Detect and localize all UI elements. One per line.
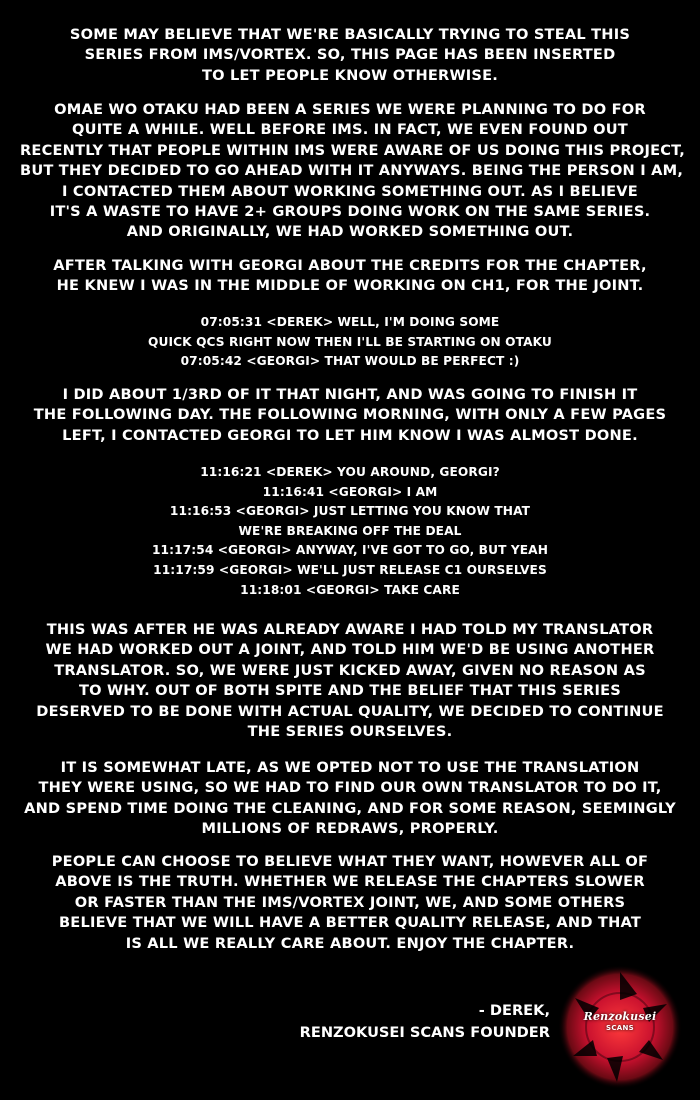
text-line: BUT THEY DECIDED TO GO AHEAD WITH IT ANYWAYS. BEING THE PERSON I AM,	[20, 162, 684, 180]
text-line: QUITE A WHILE. WELL BEFORE IMS. IN FACT, WE EVEN FOUND OUT	[72, 121, 628, 139]
paragraph-intro	[20, 25, 680, 86]
text-line: I DID ABOUT 1/3RD OF IT THAT NIGHT, AND WAS GOING TO FINISH IT	[62, 386, 638, 403]
paragraph-delay	[20, 758, 680, 840]
paragraph-progress	[20, 385, 680, 446]
text-line: SERIES FROM IMS/VORTEX. SO, THIS PAGE HAS BEEN INSERTED	[84, 46, 616, 64]
paragraph-background	[20, 100, 685, 243]
text-line: HE KNEW I WAS IN THE MIDDLE OF WORKING ON CH1, FOR THE JOINT.	[56, 277, 644, 295]
text-line: AND ORIGINALLY, WE HAD WORKED SOMETHING OUT.	[126, 223, 574, 241]
text-line: WE HAD WORKED OUT A JOINT, AND TOLD HIM WE'D BE USING ANOTHER	[45, 641, 655, 659]
text-line: PEOPLE CAN CHOOSE TO BELIEVE WHAT THEY WANT, HOWEVER ALL OF	[51, 853, 649, 870]
chat-line: QUICK QCS RIGHT NOW THEN I'LL BE STARTING ON OTAKU	[148, 334, 552, 349]
chat-log-first	[20, 313, 680, 372]
signature-title: RENZOKUSEI SCANS FOUNDER	[299, 1024, 550, 1041]
text-line: THE SERIES OURSELVES.	[247, 723, 453, 741]
renzokusei-logo	[557, 964, 683, 1090]
chat-line: 11:17:59 <GEORGI> WE'LL JUST RELEASE C1 OURSELVES	[153, 562, 547, 577]
chat-line: 11:16:41 <GEORGI> I AM	[262, 484, 438, 499]
chat-line: 07:05:42 <GEORGI> THAT WOULD BE PERFECT :)	[180, 354, 520, 369]
text-line: TRANSLATOR. SO, WE WERE JUST KICKED AWAY, GIVEN NO REASON AS	[54, 661, 646, 679]
paragraph-credits	[20, 256, 680, 297]
chat-line: WE'RE BREAKING OFF THE DEAL	[238, 523, 462, 538]
text-line: BELIEVE THAT WE WILL HAVE A BETTER QUALITY RELEASE, AND THAT	[58, 914, 641, 932]
text-line: AND SPEND TIME DOING THE CLEANING, AND FOR SOME REASON, SEEMINGLY	[24, 799, 676, 817]
text-line: THE FOLLOWING DAY. THE FOLLOWING MORNING, WITH ONLY A FEW PAGES	[33, 406, 667, 424]
text-line: TO WHY. OUT OF BOTH SPITE AND THE BELIEF THAT THIS SERIES	[78, 682, 622, 700]
text-line: OMAE WO OTAKU HAD BEEN A SERIES WE WERE PLANNING TO DO FOR	[54, 101, 646, 118]
text-line: RECENTLY THAT PEOPLE WITHIN IMS WERE AWARE OF US DOING THIS PROJECT,	[20, 141, 685, 159]
chat-line: 11:18:01 <GEORGI> TAKE CARE	[240, 582, 460, 597]
chat-line: 07:05:31 <DEREK> WELL, I'M DOING SOME	[200, 315, 500, 329]
text-line: SOME MAY BELIEVE THAT WE'RE BASICALLY TRYING TO STEAL THIS	[69, 26, 631, 43]
text-line: DESERVED TO BE DONE WITH ACTUAL QUALITY, WE DECIDED TO CONTINUE	[36, 702, 664, 720]
text-line: THEY WERE USING, SO WE HAD TO FIND OUR OWN TRANSLATOR TO DO IT,	[38, 779, 662, 797]
chat-log-second	[20, 463, 680, 600]
text-line: IT IS SOMEWHAT LATE, AS WE OPTED NOT TO USE THE TRANSLATION	[60, 759, 640, 776]
signature	[300, 1000, 550, 1044]
paragraph-decision	[20, 620, 680, 742]
chat-line: 11:17:54 <GEORGI> ANYWAY, I'VE GOT TO GO, BUT YEAH	[151, 543, 549, 558]
text-line: I CONTACTED THEM ABOUT WORKING SOMETHING OUT. AS I BELIEVE	[62, 182, 638, 200]
text-line: IS ALL WE REALLY CARE ABOUT. ENJOY THE CHAPTER.	[125, 934, 575, 952]
text-line: AFTER TALKING WITH GEORGI ABOUT THE CREDITS FOR THE CHAPTER,	[53, 257, 647, 274]
text-line: LEFT, I CONTACTED GEORGI TO LET HIM KNOW I WAS ALMOST DONE.	[62, 426, 638, 444]
logo-wordmark: Renzokusei	[583, 1010, 657, 1023]
chat-line: 11:16:53 <GEORGI> JUST LETTING YOU KNOW THAT	[169, 504, 531, 519]
signature-name: - DEREK,	[478, 1002, 550, 1019]
text-line: OR FASTER THAN THE IMS/VORTEX JOINT, WE, AND SOME OTHERS	[74, 893, 626, 911]
chat-line: 11:16:21 <DEREK> YOU AROUND, GEORGI?	[200, 465, 500, 479]
paragraph-closing	[20, 852, 680, 954]
text-line: IT'S A WASTE TO HAVE 2+ GROUPS DOING WORK ON THE SAME SERIES.	[49, 203, 651, 221]
logo-subtitle: SCANS	[606, 1024, 634, 1032]
text-line: TO LET PEOPLE KNOW OTHERWISE.	[201, 66, 499, 84]
text-line: MILLIONS OF REDRAWS, PROPERLY.	[201, 820, 499, 838]
text-line: THIS WAS AFTER HE WAS ALREADY AWARE I HAD TOLD MY TRANSLATOR	[46, 621, 654, 638]
text-line: ABOVE IS THE TRUTH. WHETHER WE RELEASE THE CHAPTERS SLOWER	[55, 873, 645, 891]
